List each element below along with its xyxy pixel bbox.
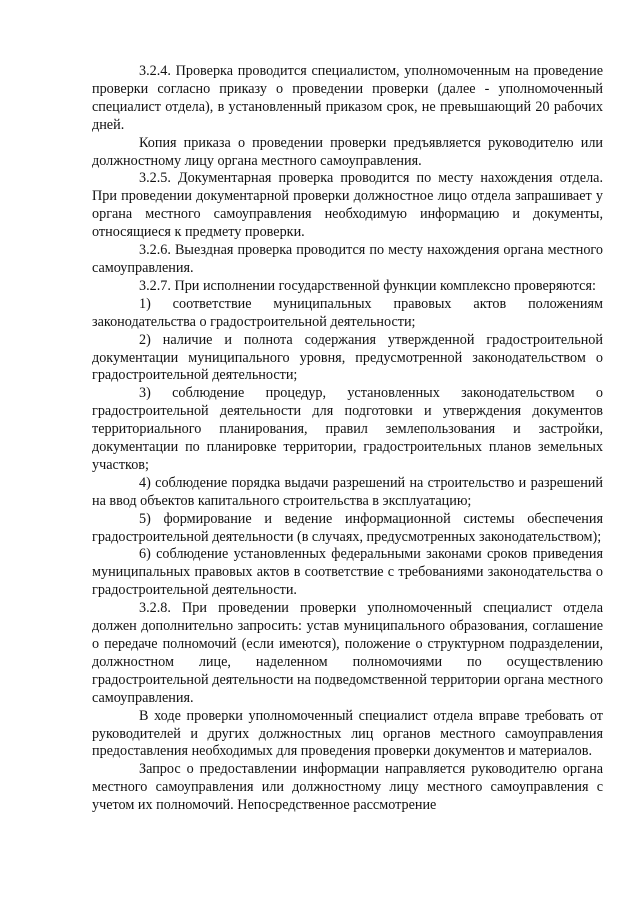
- paragraph-3-2-7: 3.2.7. При исполнении государственной функции комплексно проверяются:: [139, 277, 596, 294]
- paragraph-3-2-5: 3.2.5. Документарная проверка проводится по месту нахождения отдела. При проведении документарной проверки должностное лицо отдела запрашивает у органа местного самоуправления необходимую информацию и документы, относящиеся к предмету проверки.: [92, 170, 603, 241]
- list-item-5: 5) формирование и ведение информационной системы обеспечения градостроительной деятельности (в случаях, предусмотренных законодательством);: [92, 510, 603, 545]
- paragraph-inspection-rights: В ходе проверки уполномоченный специалист отдела вправе требовать от руководителей и других должностных лиц органов местного самоуправления предоставления необходимых для проведения проверки документов и материалов.: [92, 707, 603, 760]
- paragraph-3-2-8: 3.2.8. При проведении проверки уполномоченный специалист отдела должен дополнительно запросить: устав муниципального образования, соглашение о передаче полномочий (если имеются), положение о структурном подразделении, должностном лице, наделенном полномочиями по осуществлению градостроительной деятельности на подведомственной территории органа местного самоуправления.: [92, 600, 603, 706]
- list-item-1: 1) соответствие муниципальных правовых актов положениям законодательства о градостроительной деятельности;: [92, 295, 603, 330]
- list-item-2: 2) наличие и полнота содержания утвержденной градостроительной документации муниципального уровня, предусмотренной законодательством о градостроительной деятельности;: [92, 331, 603, 384]
- list-item-3: 3) соблюдение процедур, установленных законодательством о градостроительной деятельности для подготовки и утверждения документов территориального планирования, правил землепользования и застройки, документации по планировке территории, градостроительных планов земельных участков;: [92, 385, 603, 473]
- paragraph-information-request: Запрос о предоставлении информации направляется руководителю органа местного самоуправления или должностному лицу местного самоуправления с учетом их полномочий. Непосредственное рассмотрение: [92, 761, 603, 814]
- paragraph-3-2-4: 3.2.4. Проверка проводится специалистом, уполномоченным на проведение проверки согласно приказу о проведении проверки (далее - уполномоченный специалист отдела), в установленный приказом срок, не превышающий 20 рабочих дней.: [92, 63, 603, 133]
- document-page: [92, 63, 603, 815]
- list-item-6: 6) соблюдение установленных федеральными законами сроков приведения муниципальных правовых актов в соответствие с требованиями законодательства о градостроительной деятельности.: [92, 546, 603, 599]
- paragraph-order-copy: Копия приказа о проведении проверки предъявляется руководителю или должностному лицу органа местного самоуправления.: [92, 134, 603, 169]
- paragraph-3-2-6: 3.2.6. Выездная проверка проводится по месту нахождения органа местного самоуправления.: [92, 242, 603, 276]
- list-item-4: 4) соблюдение порядка выдачи разрешений на строительство и разрешений на ввод объектов капитального строительства в эксплуатацию;: [92, 474, 603, 509]
